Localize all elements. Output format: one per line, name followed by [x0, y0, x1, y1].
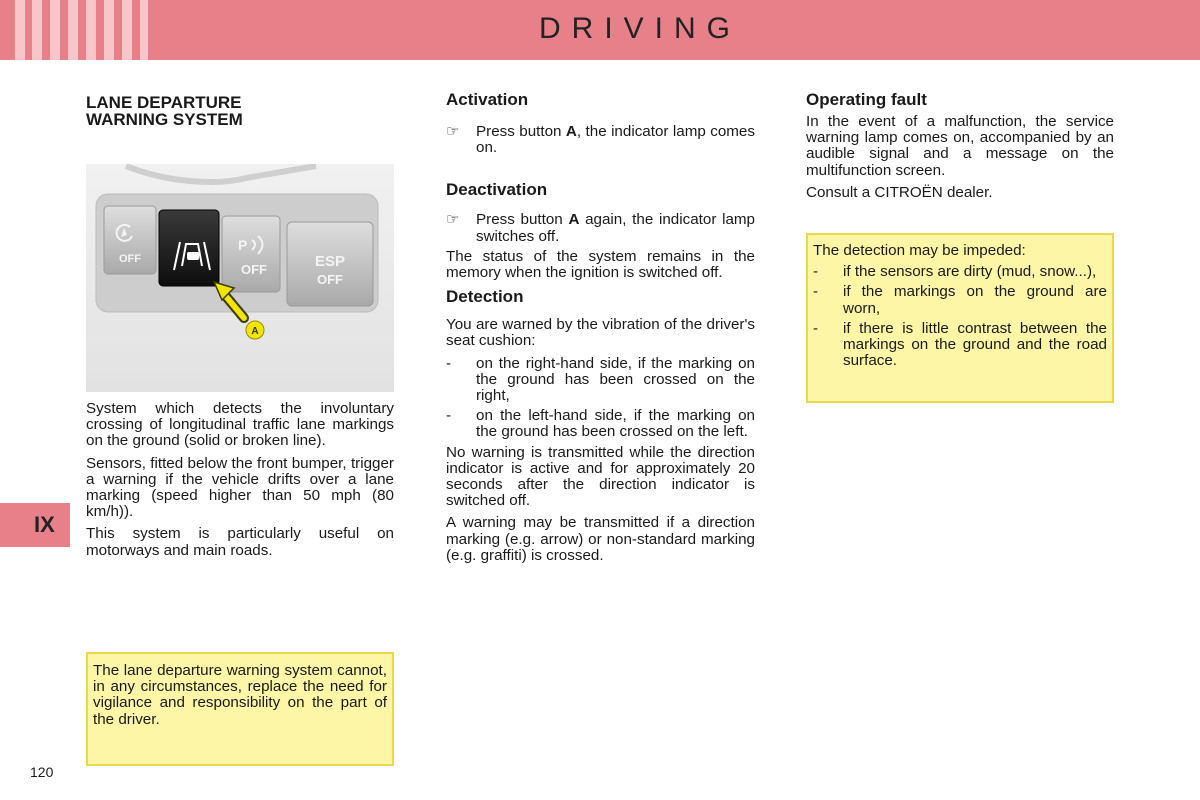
callout-a-label: A: [251, 326, 259, 337]
svg-text:P: P: [238, 237, 248, 253]
column-1: [86, 90, 396, 128]
button-4-label: ESP: [314, 253, 346, 270]
intro-paragraph: System which detects the involuntary crossing of longitudinal traffic lane markings on the ground (solid or broken line).: [86, 400, 394, 450]
operating-fault-heading: Operating fault: [806, 90, 927, 109]
page-title: DRIVING: [538, 12, 741, 45]
column-3: [806, 90, 1114, 207]
warning-note: [86, 652, 394, 766]
memory-paragraph: The status of the system remains in the memory when the ignition is switched off.: [446, 247, 755, 282]
list-item: - if there is little contrast between the markings on the ground and the road surface.: [813, 319, 1107, 370]
button-3-label: OFF: [241, 262, 267, 277]
sensors-paragraph: Sensors, fitted below the front bumper, trigger a warning if the vehicle drifts over a lane marking (speed higher than 50 mph (80 km/h)).: [86, 454, 394, 521]
chapter-tab: [0, 503, 70, 547]
column-2: [446, 90, 755, 570]
malfunction-paragraph: In the event of a malfunction, the service warning lamp comes on, accompanied by an audible signal and a message on the multifunction screen.: [806, 113, 1114, 179]
list-item: - on the left-hand side, if the marking on the ground has been crossed on the left.: [446, 407, 755, 441]
detection-note: [806, 233, 1114, 403]
list-item: - if the markings on the ground are worn,: [813, 283, 1107, 317]
activation-instruction: ☞ Press button A, the indicator lamp comes on.: [446, 123, 755, 157]
button-a-ref: A: [568, 211, 580, 229]
detection-heading: Detection: [446, 287, 524, 307]
activation-heading: Activation: [446, 90, 529, 109]
indicator-paragraph: No warning is transmitted while the direction indicator is active and for approximately 20 seconds after the direction indicator is switched off.: [446, 443, 755, 510]
dealer-paragraph: Consult a CITROËN dealer.: [806, 183, 993, 201]
chapter-label: IX: [34, 512, 55, 537]
button-1-label: OFF: [119, 253, 141, 265]
page-number: 120: [30, 764, 54, 780]
list-item: - if the sensors are dirty (mud, snow...),: [813, 263, 1097, 281]
deactivation-heading: Deactivation: [446, 180, 548, 200]
button-a-ref: A: [565, 123, 577, 140]
dashboard-switch-figure: [86, 164, 394, 392]
deactivation-instruction: ☞ Press button A again, the indicator lamp switches off.: [446, 211, 755, 245]
header-stripes: [15, 0, 148, 60]
pointer-hand-icon: ☞: [446, 211, 460, 229]
warning-note-text: The lane departure warning system cannot, in any circumstances, replace the need for vigilance and responsibility on the part of the driver.: [93, 662, 387, 728]
pointer-hand-icon: ☞: [446, 123, 460, 140]
column-1-body: [86, 401, 394, 565]
marking-paragraph: A warning may be transmitted if a direction marking (e.g. arrow) or non-standard marking (e.g. graffiti) is crossed.: [446, 514, 755, 564]
list-item: - on the right-hand side, if the marking on the ground has been crossed on the right,: [446, 354, 755, 405]
detection-note-intro: The detection may be impeded:: [813, 242, 1026, 259]
usage-paragraph: This system is particularly useful on motorways and main roads.: [86, 525, 394, 559]
section-heading: LANE DEPARTURE WARNING SYSTEM: [86, 93, 243, 129]
button-4-sublabel: OFF: [317, 272, 343, 287]
detection-intro: You are warned by the vibration of the driver's seat cushion:: [446, 316, 755, 350]
header-bar: [0, 0, 1200, 60]
